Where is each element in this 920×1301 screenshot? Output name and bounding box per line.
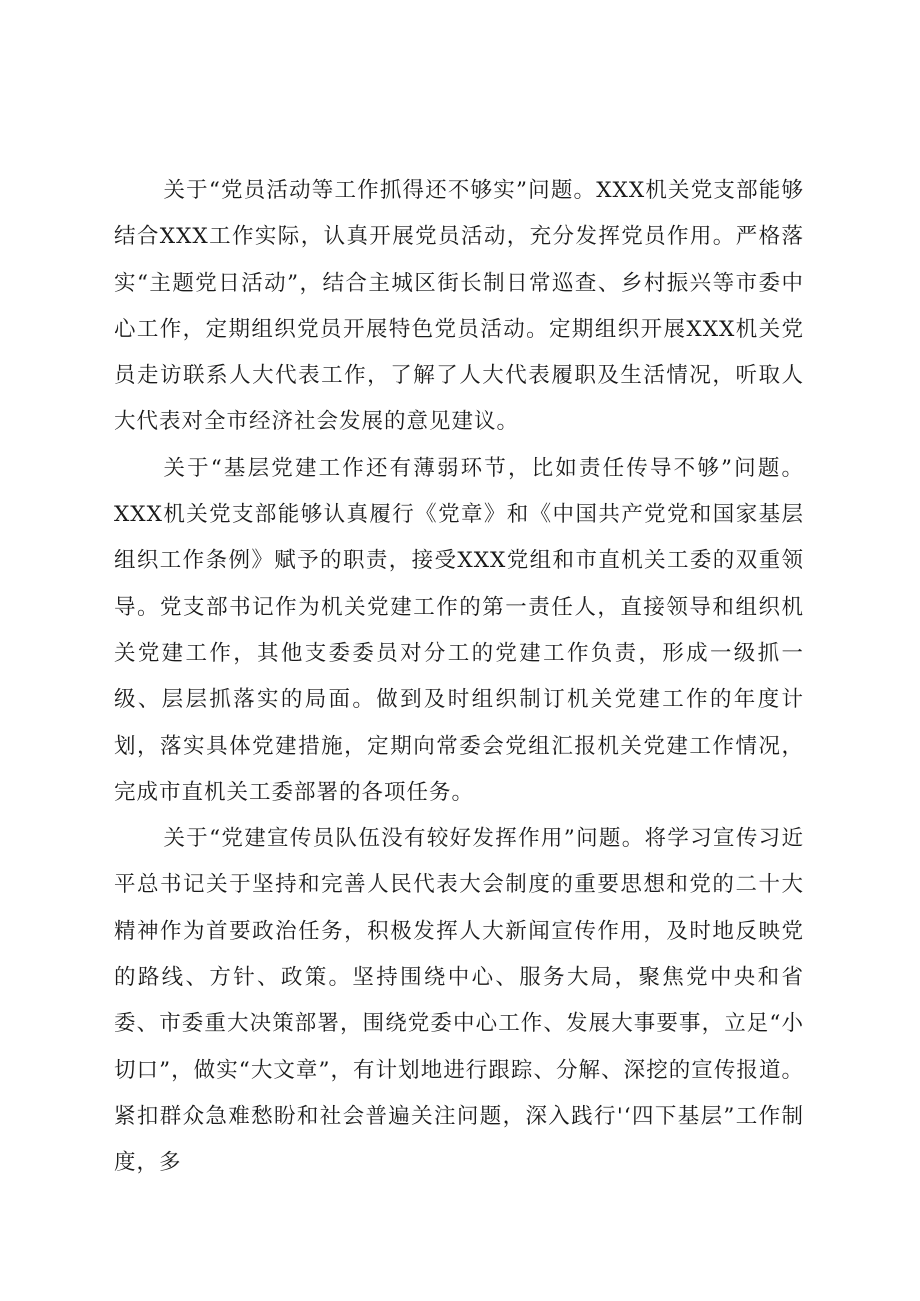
- paragraph-party-activities: 关于“党员活动等工作抓得还不够实”问题。XXX机关党支部能够结合XXX工作实际，认真开展党员活动，充分发挥党员作用。严格落实“主题党日活动”，结合主城区街长制日常巡查、乡村振兴等市委中心工作，定期组织党员开展特色党员活动。定期组织开展XXX机关党员走访联系人大代表工作，了解了人大代表履职及生活情况，听取人大代表对全市经济社会发展的意见建议。: [114, 178, 804, 435]
- paragraph-grassroots-party-building: 关于“基层党建工作还有薄弱环节，比如责任传导不够”问题。XXX机关党支部能够认真履行《党章》和《中国共产党党和国家基层组织工作条例》赋予的职责，接受XXX党组和市直机关工委的双重领导。党支部书记作为机关党建工作的第一责任人，直接领导和组织机关党建工作，其他支委委员对分工的党建工作负责，形成一级抓一级、层层抓落实的局面。做到及时组织制订机关党建工作的年度计划，落实具体党建措施，定期向常委会党组汇报机关党建工作情况，完成市直机关工委部署的各项任务。: [114, 455, 804, 805]
- paragraph-publicity-team: 关于“党建宣传员队伍没有较好发挥作用”问题。将学习宣传习近平总书记关于坚持和完善人民代表大会制度的重要思想和党的二十大精神作为首要政治任务，积极发挥人大新闻宣传作用，及时地反映党的路线、方针、政策。坚持围绕中心、服务大局，聚焦党中央和省委、市委重大决策部署，围绕党委中心工作、发展大事要事，立足“小切口”，做实“大文章”，有计划地进行跟踪、分解、深挖的宣传报道。紧扣群众急难愁盼和社会普遍关注问题，深入践行'‘四下基层”工作制度，多: [114, 826, 804, 1176]
- document-body: [114, 168, 804, 1187]
